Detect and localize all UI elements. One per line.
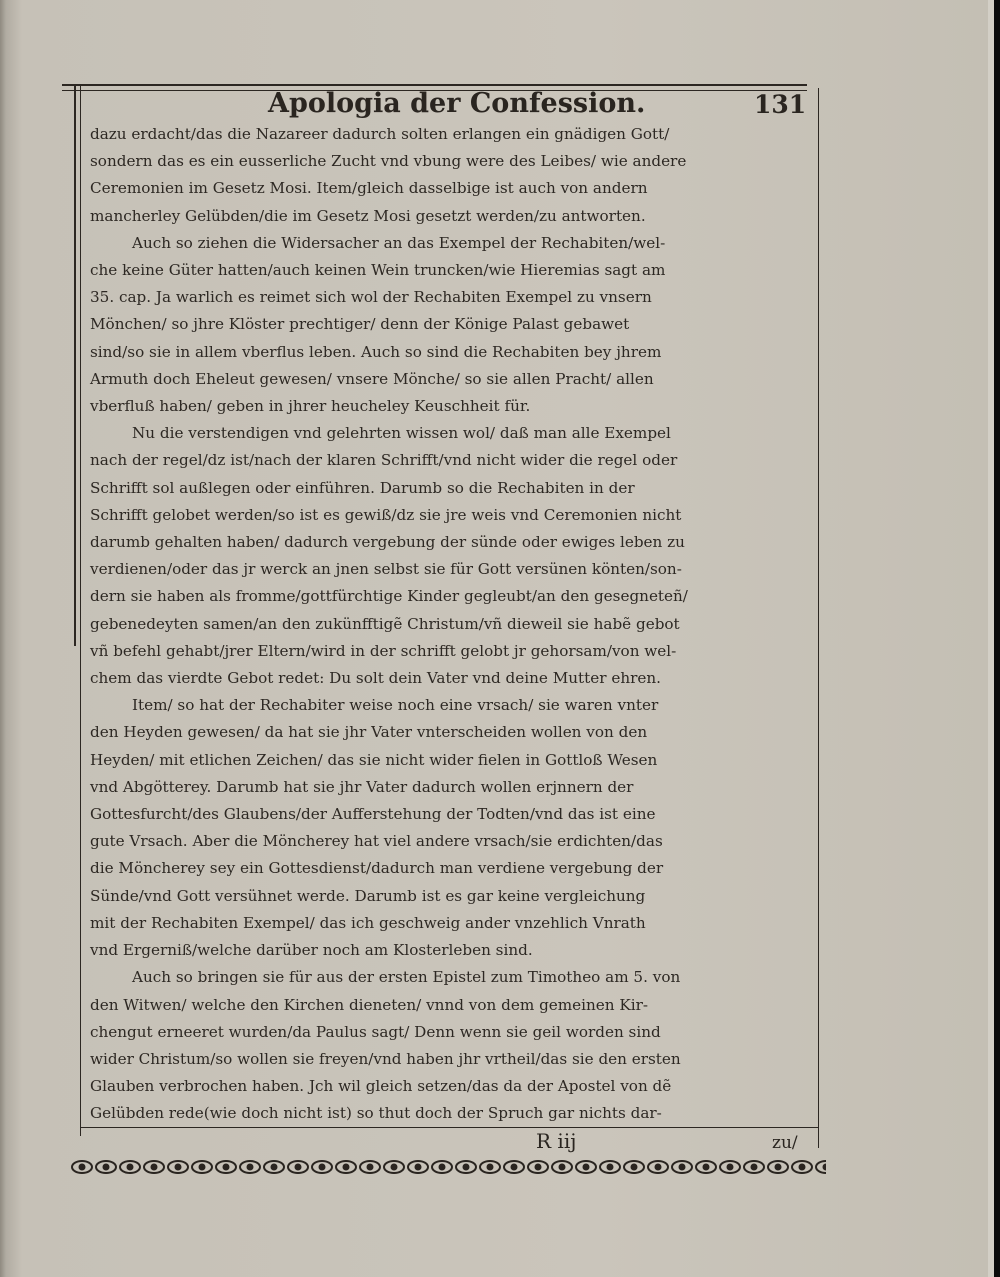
text-line: wider Christum/so wollen sie freyen/vnd haben jhr vrtheil/das sie den ersten xyxy=(90,1049,681,1068)
paragraph-exempel xyxy=(90,420,802,692)
text-line: che keine Güter hatten/auch keinen Wein truncken/wie Hieremias sagt am xyxy=(90,261,666,280)
text-line: mancherley Gelübden/die im Gesetz Mosi gesetzt werden/zu antworten. xyxy=(90,206,646,225)
ornament-dot xyxy=(320,1165,325,1170)
paragraph-nazareer xyxy=(90,121,802,230)
text-line: die Möncherey sey ein Gottesdienst/dadurch man verdiene vergebung der xyxy=(90,859,664,878)
body-text xyxy=(90,121,802,1128)
text-line: vberfluß haben/ geben in jhrer heucheley Keuschheit für. xyxy=(90,397,531,416)
text-line: vnd Abgötterey. Darumb hat sie jhr Vater dadurch wollen erjnnern der xyxy=(90,777,634,796)
signature-mark: R iij xyxy=(536,1129,577,1153)
ornament-dot xyxy=(344,1165,349,1170)
ornament-dot xyxy=(152,1165,157,1170)
ornament-dot xyxy=(584,1165,589,1170)
ornament-dot xyxy=(656,1165,661,1170)
ornament-dot xyxy=(800,1165,805,1170)
text-line: Auch so bringen sie für aus der ersten Epistel zum Timotheo am 5. von xyxy=(132,968,681,987)
page-number: 131 xyxy=(754,90,807,119)
text-line: Ceremonien im Gesetz Mosi. Item/gleich dasselbige ist auch von andern xyxy=(90,179,648,198)
ornament-dot xyxy=(728,1165,733,1170)
ornament-dot xyxy=(704,1165,709,1170)
ornament-dot xyxy=(536,1165,541,1170)
ornament-dot xyxy=(632,1165,637,1170)
ornament-dot xyxy=(392,1165,397,1170)
ornament-dot xyxy=(248,1165,253,1170)
text-line: mit der Rechabiten Exempel/ das ich geschweig ander vnzehlich Vnrath xyxy=(90,913,646,932)
ornament-dot xyxy=(128,1165,133,1170)
frame-rule-left xyxy=(74,86,76,646)
text-line: den Witwen/ welche den Kirchen dieneten/ vnnd von dem gemeinen Kir- xyxy=(90,995,648,1014)
ornament-dot xyxy=(416,1165,421,1170)
ornament-dot xyxy=(776,1165,781,1170)
frame-rule-right xyxy=(818,88,819,1148)
text-line: Armuth doch Eheleut gewesen/ vnsere Mönche/ so sie allen Pracht/ allen xyxy=(90,369,654,388)
ornament-dot xyxy=(200,1165,205,1170)
page-edge xyxy=(988,0,994,1277)
text-line: chengut erneeret wurden/da Paulus sagt/ Denn wenn sie geil worden sind xyxy=(90,1022,661,1041)
text-line: Schrifft sol außlegen oder einführen. Darumb so die Rechabiten in der xyxy=(90,478,635,497)
ornament-dot xyxy=(680,1165,685,1170)
ornament-dot xyxy=(104,1165,109,1170)
ornament-dot xyxy=(176,1165,181,1170)
ornament-dot xyxy=(488,1165,493,1170)
ornament-dot xyxy=(440,1165,445,1170)
text-line: Mönchen/ so jhre Klöster prechtiger/ denn der Könige Palast gebawet xyxy=(90,315,630,334)
text-line: gebenedeyten samen/an den zukünfftigẽ Christum/vñ dieweil sie habẽ gebot xyxy=(90,614,680,633)
ornament-dot xyxy=(368,1165,373,1170)
ornament-dot xyxy=(608,1165,613,1170)
paragraph-timotheo xyxy=(90,964,802,1127)
text-line: nach der regel/dz ist/nach der klaren Schrifft/vnd nicht wider die regel oder xyxy=(90,451,678,470)
ornament-dot xyxy=(560,1165,565,1170)
text-line: darumb gehalten haben/ dadurch vergebung der sünde oder ewiges leben zu xyxy=(90,533,685,552)
ornament-dot xyxy=(752,1165,757,1170)
text-line: 35. cap. Ja warlich es reimet sich wol der Rechabiten Exempel zu vnsern xyxy=(90,288,652,307)
ornament-dot xyxy=(824,1165,827,1170)
text-line: Heyden/ mit etlichen Zeichen/ das sie nicht wider fielen in Gottloß Wesen xyxy=(90,750,658,769)
ornament-dot xyxy=(464,1165,469,1170)
text-line: chem das vierdte Gebot redet: Du solt dein Vater vnd deine Mutter ehren. xyxy=(90,669,661,688)
ornament-border-icon xyxy=(66,1156,826,1178)
ornament-dot xyxy=(224,1165,229,1170)
text-line: Glauben verbrochen haben. Jch wil gleich setzen/das da der Apostel von dẽ xyxy=(90,1077,672,1096)
text-line: Nu die verstendigen vnd gelehrten wissen wol/ daß man alle Exempel xyxy=(132,424,671,443)
text-line: sind/so sie in allem vberflus leben. Auch so sind die Rechabiten bey jhrem xyxy=(90,342,662,361)
ornament-dot xyxy=(512,1165,517,1170)
text-line: sondern das es ein eusserliche Zucht vnd vbung were des Leibes/ wie andere xyxy=(90,152,687,171)
text-line: verdienen/oder das jr werck an jnen selbst sie für Gott versünen könten/son- xyxy=(90,560,682,579)
ornament-dot xyxy=(80,1165,85,1170)
text-line: Auch so ziehen die Widersacher an das Exempel der Rechabiten/wel- xyxy=(132,233,666,252)
text-line: dern sie haben als fromme/gottfürchtige Kinder gegleubt/an den gesegneteñ/ xyxy=(90,587,688,606)
text-line: vnd Ergerniß/welche darüber noch am Klosterleben sind. xyxy=(90,941,533,960)
paragraph-vrsach xyxy=(90,692,802,964)
ornament-dot xyxy=(296,1165,301,1170)
running-head: Apologia der Confession. xyxy=(268,88,646,119)
text-line: den Heyden gewesen/ da hat sie jhr Vater vnterscheiden wollen von den xyxy=(90,723,648,742)
text-line: dazu erdacht/das die Nazareer dadurch solten erlangen ein gnädigen Gott/ xyxy=(90,125,670,143)
text-line: Sünde/vnd Gott versühnet werde. Darumb ist es gar keine vergleichung xyxy=(90,886,646,905)
text-line: Gelübden rede(wie doch nicht ist) so thut doch der Spruch gar nichts dar- xyxy=(90,1104,662,1123)
text-line: Item/ so hat der Rechabiter weise noch eine vrsach/ sie waren vnter xyxy=(132,696,659,715)
text-line: gute Vrsach. Aber die Möncherey hat viel andere vrsach/sie erdichten/das xyxy=(90,832,663,851)
text-line: Gottesfurcht/des Glaubens/der Aufferstehung der Todten/vnd das ist eine xyxy=(90,805,656,824)
catchword: zu/ xyxy=(772,1133,798,1153)
text-line: vñ befehl gehabt/jrer Eltern/wird in der schrifft gelobt jr gehorsam/von wel- xyxy=(90,641,677,660)
text-line: Schrifft gelobet werden/so ist es gewiß/dz sie jre weis vnd Ceremonien nicht xyxy=(90,505,682,524)
paragraph-rechabiten xyxy=(90,230,802,420)
frame-rule-left-inner xyxy=(80,86,81,1136)
ornament-dot xyxy=(272,1165,277,1170)
